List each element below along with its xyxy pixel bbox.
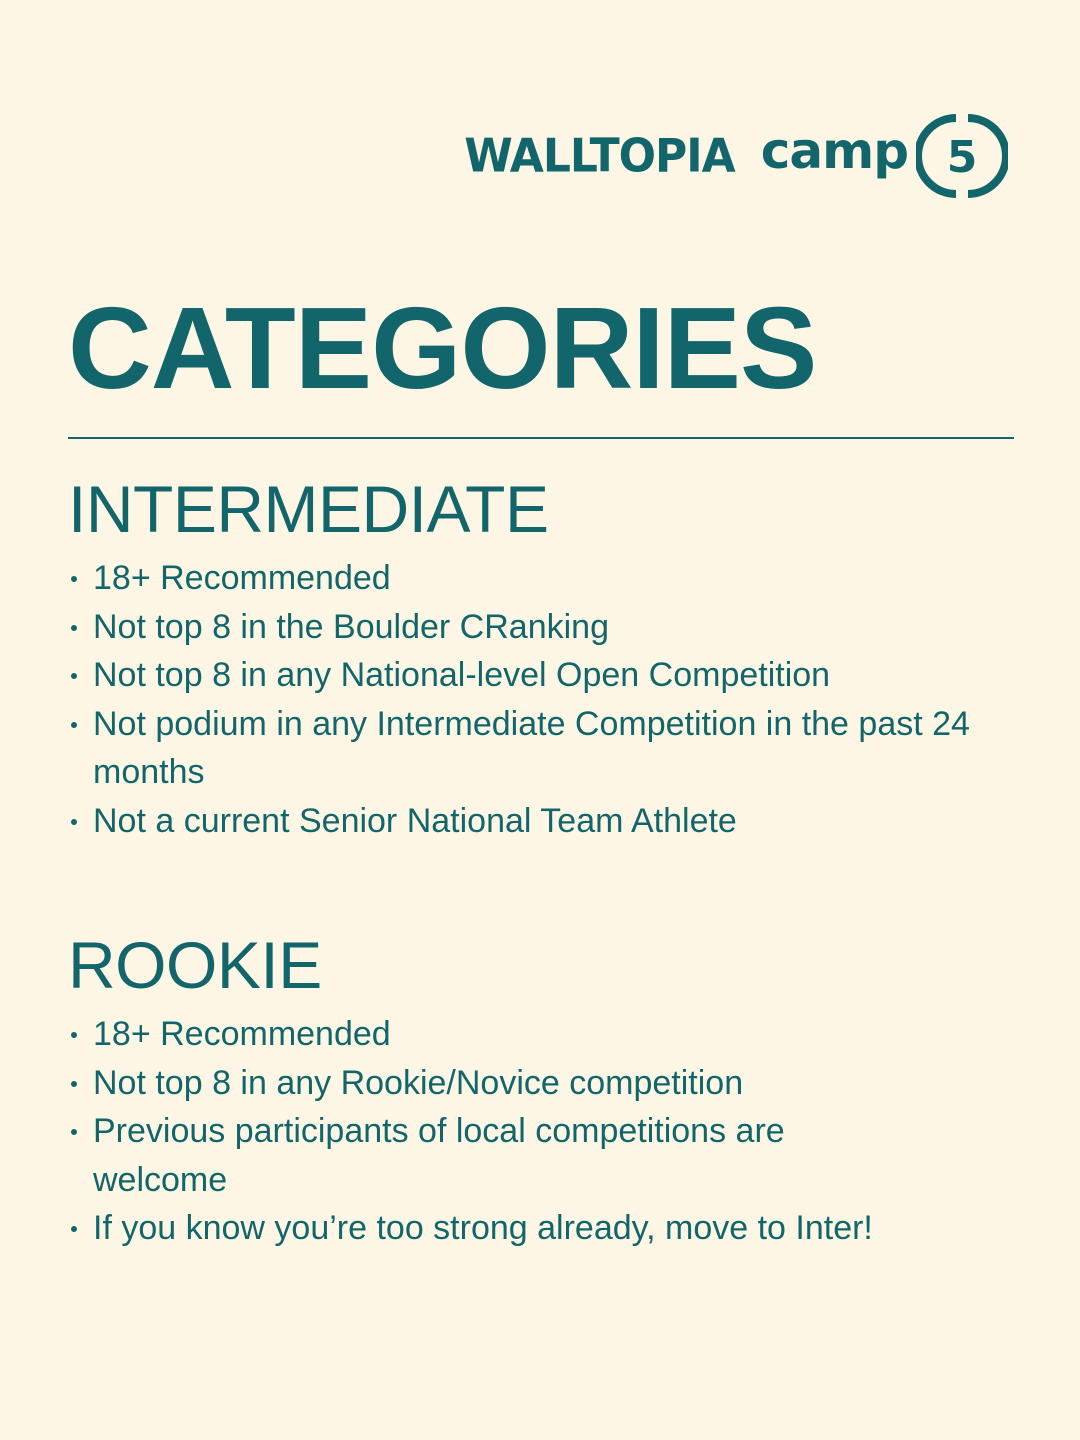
section-intermediate [68,472,1018,845]
walltopia-logo: WALLTOPIA [464,129,735,183]
list-item: If you know you’re too strong already, move to Inter! [68,1204,1018,1253]
list-item: Not a current Senior National Team Athlete [68,797,1018,846]
list-item: 18+ Recommended [68,1010,1018,1059]
section-rookie [68,928,1018,1253]
section-title: INTERMEDIATE [68,472,549,546]
list-item: Not podium in any Intermediate Competition in the past 24 months [68,700,993,797]
section-title: ROOKIE [68,928,322,1002]
rookie-criteria-list [68,1010,1018,1253]
intermediate-criteria-list [68,554,1018,845]
page-title: CATEGORIES [68,283,817,413]
header-logos [464,110,1008,202]
list-item: Not top 8 in the Boulder CRanking [68,603,1018,652]
list-item: 18+ Recommended [68,554,1018,603]
camp5-number: 5 [946,132,978,183]
list-item: Not top 8 in any National-level Open Competition [68,651,1018,700]
camp-logo-word: camp [760,122,908,180]
list-item: Previous participants of local competitions are welcome [68,1107,853,1204]
camp5-logo [761,110,1008,202]
list-item: Not top 8 in any Rookie/Novice competition [68,1059,1018,1108]
camp5-circle-icon [916,110,1008,202]
title-divider [68,437,1014,439]
